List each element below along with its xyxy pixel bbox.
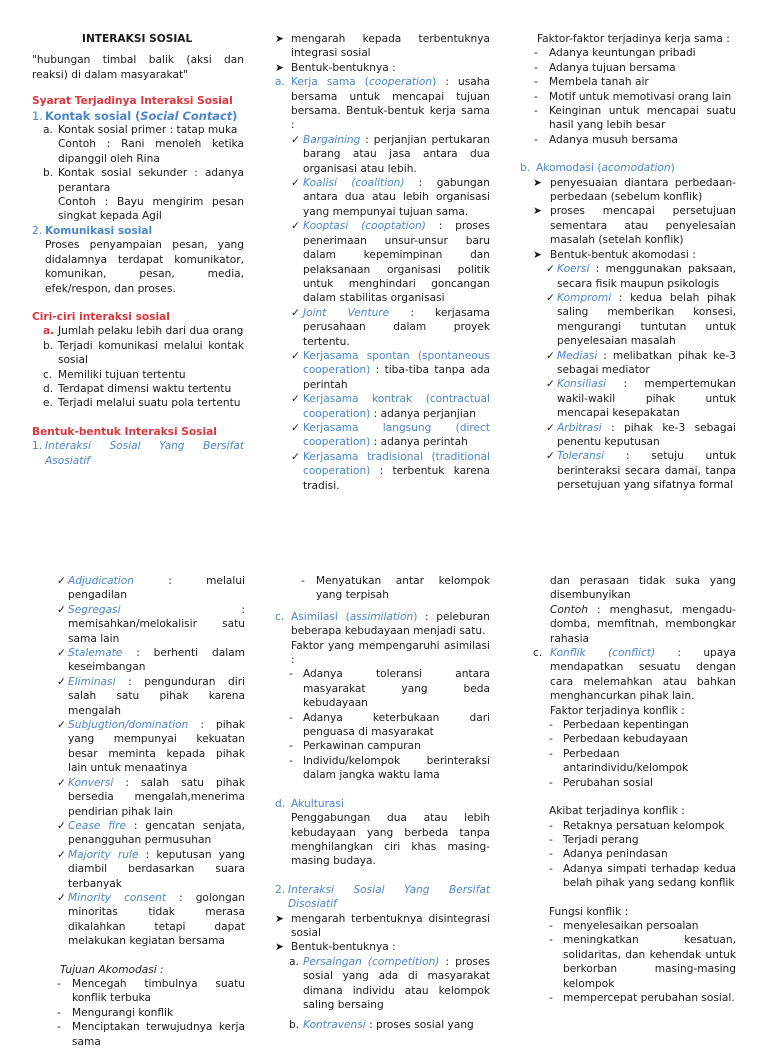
asimilasi-faktor-list [275, 667, 490, 782]
list-item: ✓ Kerjasama tradisional (traditional cooperation) : terbentuk karena tradisi. [291, 450, 490, 492]
list-item: ➤ penyesuaian diantara perbedaan-perbedaan (sebelum konflik) [533, 176, 736, 204]
list-item: ✓ Adjudication : melalui pengadilan [57, 575, 245, 602]
akomodasi-list [520, 262, 736, 493]
check-icon: ✓ [57, 891, 66, 904]
list-item: - Menyatukan antar kelompok yang terpisah [301, 575, 490, 602]
check-icon: ✓ [546, 349, 555, 362]
check-icon: ✓ [57, 647, 66, 660]
check-icon: ✓ [546, 291, 555, 304]
check-icon: ✓ [291, 220, 300, 233]
list-item: ✓ Koalisi (coalition) : gabungan antara dua atau lebih organisasi yang mempunyai tujuan sama. [291, 177, 490, 218]
akulturasi-def: Penggabungan dua atau lebih kebudayaan yang berbeda tanpa menghilangkan ciri khas masing-masing budaya. [291, 812, 490, 868]
page1-column1 [32, 32, 244, 468]
asimilasi-faktor-heading: Faktor yang mempengaruhi asimilasi : [291, 639, 490, 667]
list-item: ✓ Toleransi : setuju untuk berinteraksi secara damai, tanpa persetujuan yang sifatnya formal [546, 450, 736, 492]
check-icon: ✓ [57, 575, 66, 587]
arrow-icon: ➤ [275, 33, 284, 45]
list-item: ✓ Minority consent : golongan minoritas tidak merasa dikalahkan tetapi dapat melakukan kegiatan bersama [57, 891, 245, 948]
asosiatif-integrasi: ➤ mengarah kepada terbentuknya integrasi sosial [275, 33, 490, 60]
list-item: ✓ Cease fire : gencatan senjata, penangguhan permusuhan [57, 819, 245, 847]
syarat-heading: Syarat Terjadinya Interaksi Sosial [32, 95, 233, 108]
list-item: - Adanya keuntungan pribadi [534, 47, 696, 60]
ciri-heading: Ciri-ciri interaksi sosial [32, 310, 170, 323]
tujuan-list [57, 977, 245, 1049]
check-icon: ✓ [291, 349, 300, 362]
kerjasama-def: a. Kerja sama (cooperation) : usaha bersama untuk mencapai tujuan bersama. Bentuk-bentuk kerja sama : [275, 76, 490, 132]
list-item: - Adanya keterbukaan dari penguasa di masyarakat [289, 711, 490, 739]
list-item: ✓ Joint Venture : kerjasama perusahaan dalam proyek tertentu. [291, 306, 490, 348]
definition: "hubungan timbal balik (aksi dan reaksi) di dalam masyarakat" [32, 54, 244, 81]
list-item: - Retaknya persatuan kelompok [549, 819, 725, 832]
list-item: - Adanya tujuan bersama [534, 61, 676, 74]
list-item: - menyelesaikan persoalan [549, 919, 699, 932]
check-icon: ✓ [291, 421, 300, 434]
list-item: ✓ Segregasi : memisahkan/melokalisir satu sama lain [57, 603, 245, 645]
page2-column1 [57, 574, 245, 1049]
asosiatif-heading: 1. Interaksi Sosial Yang Bersifat Asosiatif [32, 440, 244, 467]
list-item: ✓ Eliminasi : pengunduran diri salah satu pihak karena mengalah [57, 675, 245, 717]
list-item: ✓ Kooptasi (cooptation) : proses penerimaan unsur-unsur baru dalam kepemimpinan dan pelaksanaan organisasi politik untuk menghindari goncangan dalam stabilitas organisasi [291, 220, 490, 305]
list-item: - meningkatkan kesatuan, solidaritas, dan kehendak untuk berkorban masing-masing kelompok [549, 934, 736, 990]
akibat-list [533, 819, 736, 891]
arrow-icon: ➤ [533, 176, 542, 189]
konflik-faktor-list [533, 718, 736, 790]
persaingan-def: a. Persaingan (competition) : proses sosial yang ada di masyarakat dimana individu atau kelompok saling bersaing [289, 955, 490, 1011]
kontravensi-contoh: Contoh : menghasut, mengadu-domba, memfitnah, membongkar rahasia [550, 603, 736, 645]
check-icon: ✓ [291, 306, 300, 319]
akibat-heading: Akibat terjadinya konflik : [549, 805, 685, 818]
disosiatif-heading: 2. Interaksi Sosial Yang Bersifat Disosiatif [275, 883, 490, 911]
list-item: - Menciptakan terwujudnya kerja sama [57, 1021, 245, 1048]
check-icon: ✓ [57, 819, 66, 832]
list-item: ✓ Kerjasama spontan (spontaneous cooperation) : tiba-tiba tanpa ada perintah [291, 349, 490, 391]
check-icon: ✓ [291, 177, 300, 190]
list-item: - Membela tanah air [534, 76, 649, 89]
kontak-sekunder-example: Contoh : Bayu mengirim pesan singkat kepada Agil [58, 196, 244, 223]
kontravensi-def: b. Kontravensi : proses sosial yang [289, 1019, 474, 1032]
kontak-sekunder: b. Kontak sosial sekunder : adanya perantara [43, 167, 244, 194]
check-icon: ✓ [57, 719, 66, 732]
list-item: - Motif untuk memotivasi orang lain [534, 90, 732, 103]
list-item: - Adanya simpati terhadap kedua belah pihak yang sedang konflik [549, 862, 736, 890]
list-item: e. Terjadi melalui suatu pola tertentu [43, 397, 241, 410]
check-icon: ✓ [57, 848, 66, 861]
list-item: c. Memiliki tujuan tertentu [43, 368, 186, 381]
list-item: - Perkawinan campuran [289, 740, 421, 753]
check-icon: ✓ [291, 133, 300, 146]
bentuk-heading: Bentuk-bentuk Interaksi Sosial [32, 425, 217, 438]
list-item: - mempercepat perubahan sosial. [549, 991, 735, 1004]
document-title: INTERAKSI SOSIAL [82, 33, 193, 45]
kontak-primer-example: Contoh : Rani menoleh ketika dipanggil oleh Rina [58, 138, 244, 165]
list-item: d. Terdapat dimensi waktu tertentu [43, 382, 232, 395]
list-item: a. Jumlah pelaku lebih dari dua orang [43, 325, 244, 338]
page1-column2 [275, 32, 490, 493]
bentuknya-label: ➤ Bentuk-bentuknya : [275, 61, 396, 74]
list-item: ✓ Konsiliasi : mempertemukan wakil-wakil pihak untuk mencapai kesepakatan [546, 378, 736, 420]
disintegrasi: ➤ mengarah terbentuknya disintegrasi sosial [275, 912, 490, 939]
arrow-icon: ➤ [275, 912, 284, 925]
faktor-heading: Faktor-faktor terjadinya kerja sama : [537, 33, 730, 45]
konflik-def: c. Konflik (conflict) : upaya mendapatkan sesuatu dengan cara melemahkan atau bahkan menghancurkan pihak lain. [533, 647, 737, 703]
fungsi-list [533, 919, 736, 1005]
list-item: b. Terjadi komunikasi melalui kontak sosial [43, 339, 244, 367]
list-item: - Terjadi perang [549, 833, 639, 846]
list-item: - Keinginan untuk mencapai suatu hasil yang lebih besar [534, 105, 736, 132]
kontravensi-continued: dan perasaan tidak suka yang disembunyikan [550, 575, 736, 602]
asimilasi-def: c. Asimilasi (assimilation) : peleburan beberapa kebudayaan menjadi satu. [275, 610, 491, 638]
tujuan-heading: Tujuan Akomodasi : [60, 963, 164, 976]
page2-column3 [533, 574, 736, 1005]
list-item: ✓ Kerjasama langsung (direct cooperation) : adanya perintah [291, 421, 490, 449]
fungsi-heading: Fungsi konflik : [549, 905, 629, 918]
bentuknya-label-2: ➤ Bentuk-bentuknya : [275, 941, 396, 954]
arrow-icon: ➤ [275, 941, 284, 954]
arrow-icon: ➤ [275, 61, 284, 74]
check-icon: ✓ [546, 378, 555, 391]
list-item: - Adanya toleransi antara masyarakat yang beda kebudayaan [289, 668, 490, 710]
list-item: - Adanya musuh bersama [534, 133, 678, 146]
check-icon: ✓ [57, 776, 66, 789]
check-icon: ✓ [291, 450, 300, 463]
ciri-list [32, 324, 244, 410]
kerjasama-list [275, 133, 490, 493]
page1-column3 [520, 32, 736, 493]
list-item: - Perubahan sosial [549, 776, 654, 789]
akulturasi-heading: d. Akulturasi [275, 797, 344, 810]
kontak-primer: a. Kontak sosial primer : tatap muka [43, 124, 238, 137]
list-item: ✓ Stalemate : berhenti dalam keseimbangan [57, 647, 245, 674]
list-item: ✓ Konversi : salah satu pihak bersedia mengalah,menerima pendirian pihak lain [57, 776, 245, 818]
list-item: ✓ Arbitrasi : pihak ke-3 sebagai penentu keputusan [546, 421, 736, 448]
komunikasi-text: Proses penyampaian pesan, yang didalamnya terdapat komunikator, komunikan, pesan, media, efek/respon, dan proses. [45, 239, 244, 295]
list-item: ✓ Mediasi : melibatkan pihak ke-3 sebagai mediator [546, 349, 736, 376]
list-item: ✓ Majority rule : keputusan yang diambil berdasarkan suara terbanyak [57, 848, 245, 890]
list-item: - Perbedaan kebudayaan [549, 733, 688, 746]
list-item: - Mengurangi konflik [57, 1006, 174, 1019]
list-item: - Perbedaan antarindividu/kelompok [549, 747, 689, 775]
akomodasi-heading: b. Akomodasi (acomodation) [520, 162, 675, 175]
check-icon: ✓ [291, 393, 300, 406]
list-item: ✓ Bargaining : perjanjian pertukaran barang atau jasa antara dua organisasi atau lebih. [291, 133, 490, 175]
check-icon: ✓ [546, 450, 555, 463]
akomodasi-points [520, 176, 736, 262]
page2-column2 [275, 574, 490, 1033]
list-item: ✓ Subjugtion/domination : pihak yang mempunyai kekuatan besar meminta kepada pihak lain untuk menaatinya [57, 719, 245, 775]
check-icon: ✓ [546, 421, 555, 434]
akomodasi-list-continued [57, 574, 245, 949]
list-item: - Individu/kelompok berinteraksi dalam jangka waktu lama [289, 754, 490, 782]
list-item: - Adanya penindasan [549, 848, 668, 861]
kontak-sosial-heading: 1. Kontak sosial (Social Contact) [32, 108, 238, 123]
check-icon: ✓ [57, 603, 66, 616]
check-icon: ✓ [546, 263, 555, 276]
list-item: ✓ Koersi : menggunakan paksaan, secara fisik maupun psikologis [546, 263, 736, 290]
list-item: ✓ Kompromi : kedua belah pihak saling memberikan konsesi, mengurangi tuntutan untuk penyelesaian masalah [546, 291, 736, 348]
arrow-icon: ➤ [533, 205, 542, 218]
list-item: ➤ Bentuk-bentuk akomodasi : [533, 248, 696, 261]
check-icon: ✓ [57, 675, 66, 688]
konflik-faktor-heading: Faktor terjadinya konflik : [550, 704, 685, 717]
arrow-icon: ➤ [533, 248, 542, 261]
komunikasi-heading: 2. Komunikasi sosial [32, 224, 153, 237]
list-item: - Perbedaan kepentingan [549, 719, 689, 732]
list-item: - Mencegah timbulnya suatu konflik terbuka [57, 977, 245, 1005]
faktor-list [520, 46, 736, 147]
list-item: ✓ Kerjasama kontrak (contractual cooperation) : adanya perjanjian [291, 393, 490, 420]
list-item: ➤ proses mencapai persetujuan sementara atau penyelesaian masalah (setelah konflik) [533, 205, 736, 247]
